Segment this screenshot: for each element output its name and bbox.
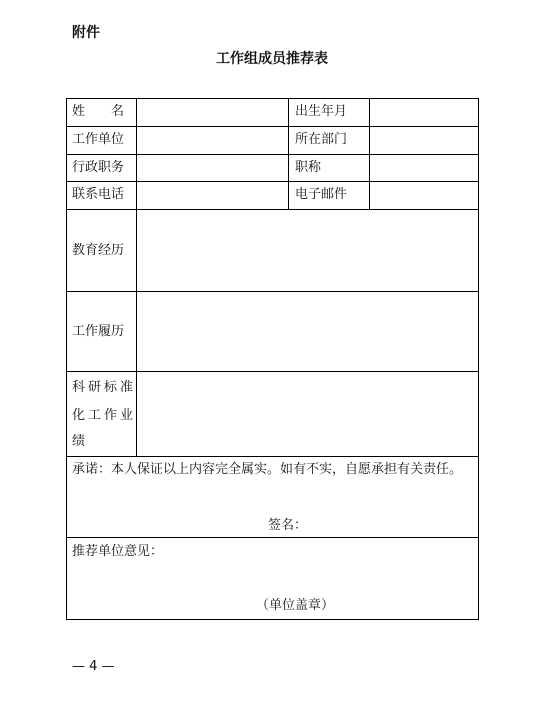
pledge-text: 承诺：本人保证以上内容完全属实。如有不实，自愿承担有关责任。 [72,462,463,477]
form-title: 工作组成员推荐表 [216,51,328,67]
research-label-line1: 科研标准 [72,380,137,395]
unit-stamp-label: （单位盖章） [256,598,335,613]
department-field[interactable] [370,127,478,154]
department-label: 所在部门 [295,132,348,147]
phone-field[interactable] [137,182,288,209]
research-label-line2: 化工作业 [72,408,137,423]
birth-date-field[interactable] [370,99,478,126]
work-unit-label: 工作单位 [72,132,125,147]
email-field[interactable] [370,182,478,209]
signature-label: 签名： [268,518,308,533]
birth-date-label: 出生年月 [295,104,348,119]
phone-label: 联系电话 [72,187,125,202]
recommend-opinion-label: 推荐单位意见： [72,544,164,559]
work-history-label: 工作履历 [72,324,125,339]
work-unit-field[interactable] [137,127,288,154]
admin-position-field[interactable] [137,155,288,181]
email-label: 电子邮件 [295,187,348,202]
name-label: 姓 名 [72,104,125,119]
research-label-line3: 绩 [72,434,86,449]
education-label: 教育经历 [72,243,125,258]
attachment-label: 附件 [72,25,100,41]
research-field[interactable] [137,372,478,456]
education-field[interactable] [137,210,478,291]
name-field[interactable] [137,99,288,126]
work-history-field[interactable] [137,292,478,371]
page-number: — 4 — [72,659,115,674]
professional-title-label: 职称 [295,160,322,175]
professional-title-field[interactable] [370,155,478,181]
admin-position-label: 行政职务 [72,160,125,175]
